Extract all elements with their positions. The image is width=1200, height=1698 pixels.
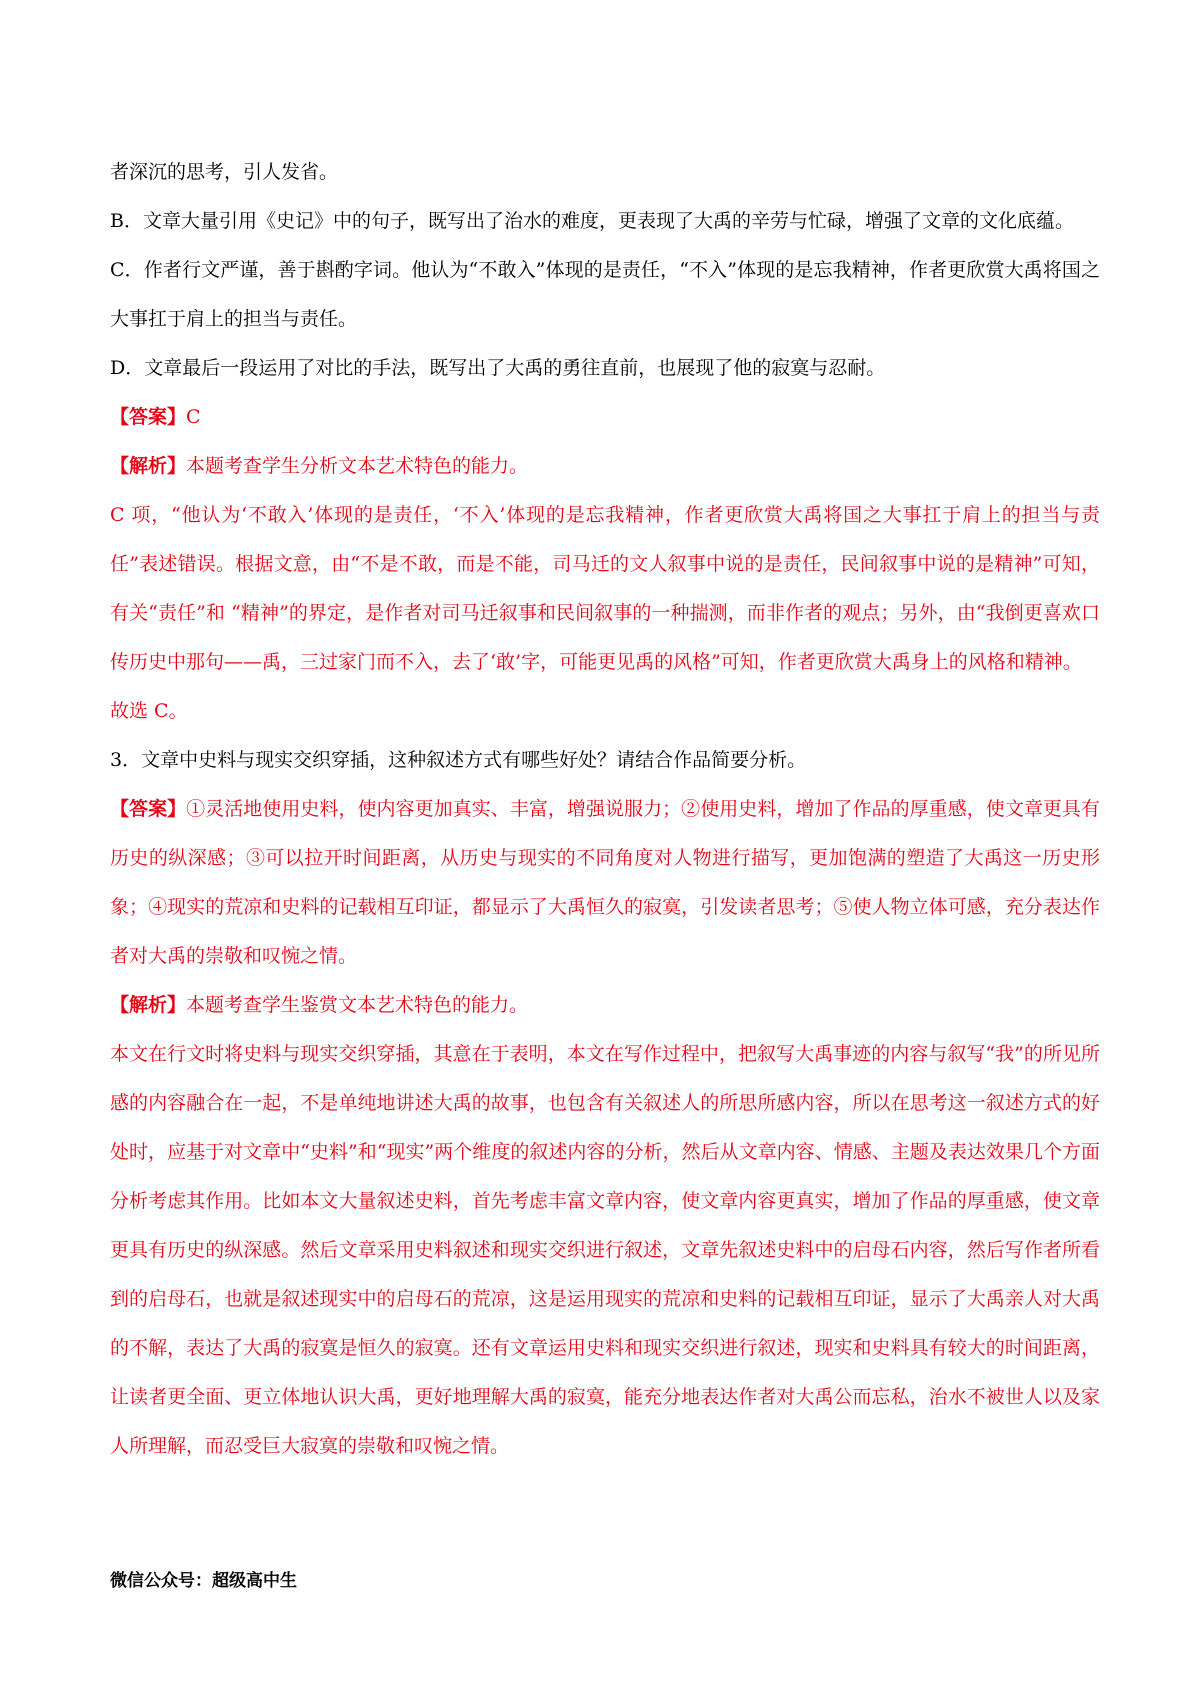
question-3: 3．文章中史料与现实交织穿插，这种叙述方式有哪些好处？请结合作品简要分析。	[110, 749, 807, 771]
analysis-text: 本题考查学生分析文本艺术特色的能力。	[186, 455, 529, 477]
analysis-tag: 【解析】	[110, 994, 187, 1016]
answer-2	[110, 393, 1100, 442]
analysis-2	[110, 442, 1100, 491]
document-body	[110, 148, 1100, 1471]
analysis-text: 本题考查学生鉴赏文本艺术特色的能力。	[186, 994, 529, 1016]
analysis-2-detail: C 项，“他认为‘不敢入’体现的是责任，‘不入’体现的是忘我精神，作者更欣赏大禹将国之大事扛于肩上的担当与责任”表述错误。根据文意，由“不是不敢，而是不能，司马迁的文人叙事中说的是责任，民间叙事中说的是精神”可知，有关“责任”和 “精神”的界定，是作者对司马迁叙事和民间叙事的一种揣测，而非作者的观点；另外，由“我倒更喜欢口传历史中那句——禹，三过家门而不入，去了‘敢’字，可能更见禹的风格”可知，作者更欣赏大禹身上的风格和精神。	[110, 504, 1100, 673]
option-d: D．文章最后一段运用了对比的手法，既写出了大禹的勇往直前，也展现了他的寂寞与忍耐。	[110, 357, 886, 379]
option-b: B．文章大量引用《史记》中的句子，既写出了治水的难度，更表现了大禹的辛劳与忙碌，增强了文章的文化底蕴。	[110, 210, 1074, 232]
option-c: C．作者行文严谨，善于斟酌字词。他认为“不敢入”体现的是责任，“不入”体现的是忘我精神，作者更欣赏大禹将国之大事扛于肩上的担当与责任。	[110, 259, 1100, 330]
analysis-2-conclusion: 故选 C。	[110, 700, 188, 722]
footer-wechat: 微信公众号：超级高中生	[110, 1571, 297, 1591]
analysis-3-detail: 本文在行文时将史料与现实交织穿插，其意在于表明，本文在写作过程中，把叙写大禹事迹的内容与叙写“我”的所见所感的内容融合在一起，不是单纯地讲述大禹的故事，也包含有关叙述人的所思所感内容，所以在思考这一叙述方式的好处时，应基于对文章中“史料”和“现实”两个维度的叙述内容的分析，然后从文章内容、情感、主题及表达效果几个方面分析考虑其作用。比如本文大量叙述史料，首先考虑丰富文章内容，使文章内容更真实，增加了作品的厚重感，使文章更具有历史的纵深感。然后文章采用史料叙述和现实交织进行叙述，文章先叙述史料中的启母石内容，然后写作者所看到的启母石，也就是叙述现实中的启母石的荒凉，这是运用现实的荒凉和史料的记载相互印证，显示了大禹亲人对大禹的不解，表达了大禹的寂寞是恒久的寂寞。还有文章运用史料和现实交织进行叙述，现实和史料具有较大的时间距离，让读者更全面、更立体地认识大禹，更好地理解大禹的寂寞，能充分地表达作者对大禹公而忘私，治水不被世人以及家人所理解，而忍受巨大寂寞的崇敬和叹惋之情。	[110, 1043, 1100, 1457]
option-a-continuation: 者深沉的思考，引人发省。	[110, 161, 339, 183]
answer-tag: 【答案】	[110, 406, 187, 428]
answer-text: ①灵活地使用史料，使内容更加真实、丰富，增强说服力；②使用史料，增加了作品的厚重感，使文章更具有历史的纵深感；③可以拉开时间距离，从历史与现实的不同角度对人物进行描写，更加饱满的塑造了大禹这一历史形象；④现实的荒凉和史料的记载相互印证，都显示了大禹恒久的寂寞，引发读者思考；⑤使人物立体可感，充分表达作者对大禹的崇敬和叹惋之情。	[110, 798, 1100, 967]
answer-tag: 【答案】	[110, 798, 187, 820]
answer-text: C	[186, 406, 201, 428]
analysis-tag: 【解析】	[110, 455, 187, 477]
analysis-3	[110, 981, 1100, 1030]
answer-3	[110, 785, 1100, 981]
